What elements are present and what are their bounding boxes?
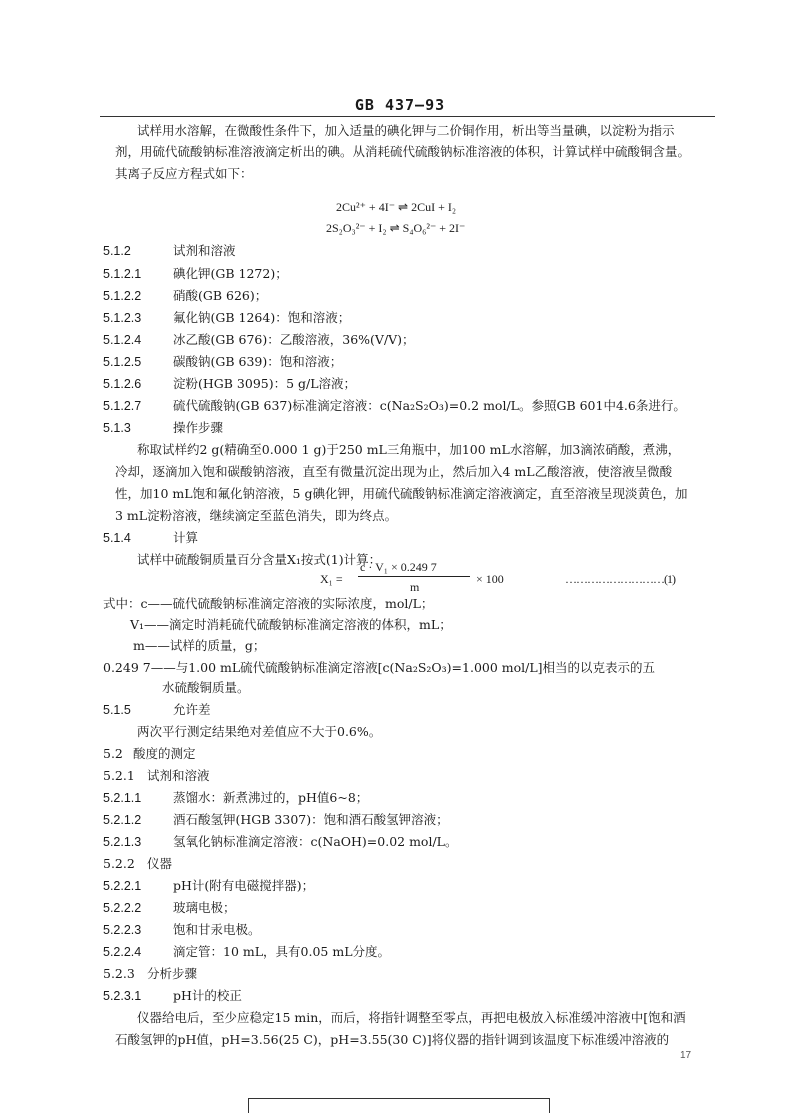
- section-title: 酸度的测定: [133, 746, 196, 761]
- where-continuation: 水硫酸铜质量。: [162, 680, 250, 695]
- item-text: 饱和甘汞电极。: [173, 922, 261, 937]
- item-text: 硝酸(GB 626)；: [173, 288, 268, 303]
- procedure-line-2: 冷却，逐滴加入饱和碳酸钠溶液，直至有微量沉淀出现为止，然后加入4 mL乙酸溶液，使溶液呈微酸: [115, 464, 673, 479]
- where-text: ——滴定时消耗硫代硫酸钠标准滴定溶液的体积，mL；: [144, 617, 452, 632]
- section-number: 5.1.5: [103, 703, 131, 717]
- item-number: 5.1.2.1: [103, 267, 142, 281]
- standard-code-header: GB 437—93: [354, 96, 446, 114]
- section-number: 5.1.3: [103, 421, 131, 435]
- calibration-line-1: 仪器给电后，至少应稳定15 min，而后，将指针调整至零点，再把电极放入标准缓冲溶液中[饱和酒: [137, 1010, 686, 1025]
- where-item: [133, 638, 265, 654]
- item-text: 碘化钾(GB 1272)；: [173, 266, 288, 281]
- item-text: 氢氧化钠标准滴定溶液：c(NaOH)=0.02 mol/L。: [173, 834, 458, 849]
- footer-box: [248, 1098, 550, 1113]
- where-symbol: m: [133, 638, 145, 653]
- item-number: 5.1.2.4: [103, 333, 142, 347]
- instrument-item: [103, 922, 261, 938]
- item-text: 酒石酸氢钾(HGB 3307)：饱和酒石酸氢钾溶液；: [173, 812, 449, 827]
- section-number: 5.2.2: [103, 856, 135, 871]
- item-number: 5.2.2.1: [103, 879, 142, 893]
- item-number: 5.2.1.1: [103, 791, 142, 805]
- section-title: 仪器: [147, 856, 173, 871]
- section-title: 允许差: [173, 702, 211, 717]
- item-text: 玻璃电极；: [173, 900, 236, 915]
- section-number: 5.2.3: [103, 966, 135, 981]
- instrument-item: [103, 878, 314, 894]
- where-item: [103, 596, 433, 612]
- procedure-line-1: 称取试样约2 g(精确至0.000 1 g)于250 mL三角瓶中，加100 mL水溶解，加3滴浓硝酸，煮沸，: [137, 442, 681, 457]
- item-number: 5.1.2.6: [103, 377, 142, 391]
- section-title: 计算: [173, 530, 199, 545]
- section-title: 试剂和溶液: [173, 243, 236, 258]
- section-heading: [103, 768, 210, 784]
- section-heading: [103, 530, 198, 546]
- item-number: 5.2.1.2: [103, 813, 142, 827]
- reagent-item: [103, 790, 368, 806]
- item-number: 5.1.2.2: [103, 289, 142, 303]
- section-heading: [103, 746, 196, 762]
- section-heading: [103, 988, 242, 1004]
- instrument-item: [103, 900, 236, 916]
- where-text: ——试样的质量，g；: [144, 638, 266, 653]
- page-number: 17: [680, 1050, 692, 1061]
- section-title: 试剂和溶液: [147, 768, 210, 783]
- section-number: 5.2.3.1: [103, 989, 142, 1003]
- section-number: 5.2.1: [103, 768, 135, 783]
- where-symbol: 0.249 7: [103, 660, 151, 675]
- section-heading: [103, 856, 172, 872]
- item-text: pH计(附有电磁搅拌器)；: [173, 878, 315, 893]
- reagent-item: [103, 834, 457, 850]
- section-heading: [103, 420, 223, 436]
- item-text: 淀粉(HGB 3095)：5 g/L溶液；: [173, 376, 357, 391]
- section-heading: [103, 966, 197, 982]
- where-item: [103, 660, 655, 676]
- tolerance-text: 两次平行测定结果绝对差值应不大于0.6%。: [137, 724, 382, 739]
- section-number: 5.1.2: [103, 244, 131, 258]
- procedure-line-4: 3 mL淀粉溶液，继续滴定至蓝色消失，即为终点。: [115, 508, 398, 523]
- item-number: 5.2.2.2: [103, 901, 142, 915]
- header-rule: [100, 116, 715, 117]
- where-text: ——与1.00 mL硫代硫酸钠标准滴定溶液[c(Na₂S₂O₃)=1.000 mol/L]相当的以克表示的五: [150, 660, 656, 675]
- formula-label: ………………………(1): [565, 572, 675, 586]
- item-text: 硫代硫酸钠(GB 637)标准滴定溶液：c(Na₂S₂O₃)=0.2 mol/L。参照GB 601中4.6条进行。: [173, 398, 686, 413]
- reagent-item: [103, 398, 686, 414]
- item-text: 氟化钠(GB 1264)：饱和溶液；: [173, 310, 351, 325]
- item-number: 5.1.2.5: [103, 355, 142, 369]
- reagent-item: [103, 812, 449, 828]
- formula-fraction-bar: [358, 576, 470, 577]
- intro-line-3: 其离子反应方程式如下：: [115, 166, 253, 181]
- item-text: 冰乙酸(GB 676)：乙酸溶液，36%(V/V)；: [173, 332, 415, 347]
- item-number: 5.1.2.7: [103, 399, 142, 413]
- intro-line-2: 剂，用硫代硫酸钠标准溶液滴定析出的碘。从消耗硫代硫酸钠标准溶液的体积，计算试样中硫酸铜含量。: [115, 144, 691, 159]
- procedure-line-3: 性，加10 mL饱和氟化钠溶液，5 g碘化钾，用硫代硫酸钠标准滴定溶液滴定，直至溶液呈现淡黄色，加: [115, 486, 688, 501]
- item-text: 滴定管：10 mL，具有0.05 mL分度。: [173, 944, 390, 959]
- where-symbol: V₁: [130, 617, 145, 632]
- section-title: 操作步骤: [173, 420, 224, 435]
- reagent-item: [103, 354, 342, 370]
- section-heading: [103, 243, 236, 259]
- section-number: 5.2: [103, 746, 123, 761]
- reagent-item: [103, 376, 356, 392]
- where-symbol: 式中：c: [103, 596, 148, 611]
- section-heading: [103, 702, 211, 718]
- formula-lhs: X₁ =: [320, 572, 343, 586]
- instrument-item: [103, 944, 390, 960]
- calibration-line-2: 石酸氢钾的pH值，pH=3.56(25 C)，pH=3.55(30 C)]将仪器的指针调到该温度下标准缓冲溶液的: [115, 1032, 670, 1047]
- section-title: pH计的校正: [173, 988, 242, 1003]
- intro-line-1: 试样用水溶解，在微酸性条件下，加入适量的碘化钾与二价铜作用，析出等当量碘，以淀粉为指示: [137, 123, 675, 138]
- item-text: 蒸馏水：新煮沸过的，pH值6~8；: [173, 790, 369, 805]
- where-text: ——硫代硫酸钠标准滴定溶液的实际浓度，mol/L；: [147, 596, 434, 611]
- reagent-item: [103, 266, 288, 282]
- where-item: [130, 617, 452, 633]
- item-number: 5.2.2.3: [103, 923, 142, 937]
- equation-1: 2Cu²⁺ + 4I⁻ ⇌ 2CuI + I₂: [336, 200, 457, 214]
- reagent-item: [103, 332, 415, 348]
- item-number: 5.2.1.3: [103, 835, 142, 849]
- item-number: 5.2.2.4: [103, 945, 142, 959]
- formula-rhs: × 100: [476, 572, 504, 586]
- section-number: 5.1.4: [103, 531, 131, 545]
- section-title: 分析步骤: [147, 966, 198, 981]
- equation-2: 2S₂O₃²⁻ + I₂ ⇌ S₄O₆²⁻ + 2I⁻: [326, 221, 466, 235]
- reagent-item: [103, 310, 350, 326]
- item-number: 5.1.2.3: [103, 311, 142, 325]
- formula-denominator: m: [410, 580, 420, 594]
- reagent-item: [103, 288, 267, 304]
- formula-numerator: c · V₁ × 0.249 7: [360, 560, 437, 574]
- item-text: 碳酸钠(GB 639)：饱和溶液；: [173, 354, 343, 369]
- calculation-intro: 试样中硫酸铜质量百分含量X₁按式(1)计算：: [137, 552, 382, 567]
